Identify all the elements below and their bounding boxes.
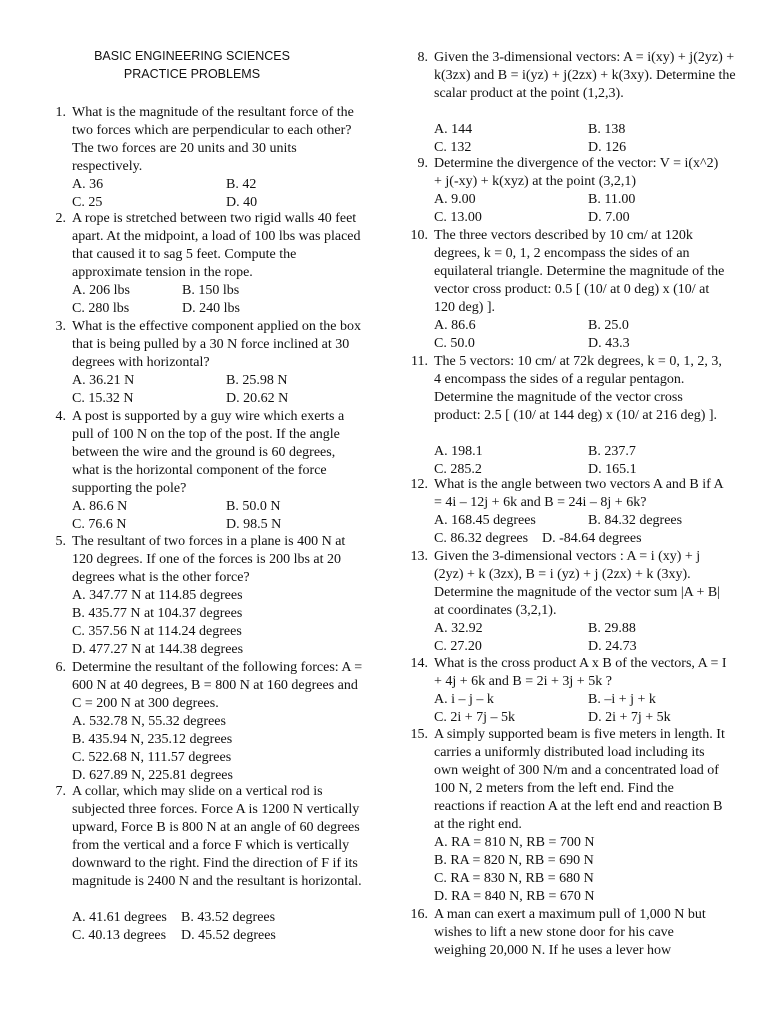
question-text: What is the effective component applied on the box that is being pulled by a 30 N force inclined at 30 degrees with horizontal?: [72, 319, 361, 370]
question-number: 3.: [55, 319, 66, 334]
question-number: 1.: [55, 105, 66, 120]
option-b: B. 435.94 N, 235.12 degrees: [72, 732, 233, 747]
option-a: A. 9.00: [434, 192, 476, 207]
option-b: B. 25.0: [588, 318, 629, 333]
option-a: A. 532.78 N, 55.32 degrees: [72, 714, 226, 729]
question-text: What is the angle between two vectors A and B if A = 4i – 12j + 6k and B = 24i – 8j + 6k?: [434, 477, 723, 510]
option-b: B. 237.7: [588, 444, 636, 459]
option-c: C. 40.13 degrees: [72, 928, 167, 943]
option-b: B. –i + j + k: [588, 692, 656, 707]
option-d: D. 7.00: [588, 210, 630, 225]
question-text: Given the 3-dimensional vectors : A = i (xy) + j (2yz) + k (3zx), B = i (yz) + j (2zx) + k (3xy). Determine the magnitude of the vector sum |A + B| at coordinates (3,2,1).: [434, 549, 721, 618]
option-b: B. 84.32 degrees: [588, 513, 683, 528]
question-text: What is the magnitude of the resultant force of the two forces which are perpendicular to each other? The two forces are 20 units and 30 units respectively.: [72, 105, 354, 174]
option-d: D. 126: [588, 140, 627, 155]
option-b: B. RA = 820 N, RB = 690 N: [434, 853, 594, 868]
option-c: C. 25: [72, 195, 103, 210]
option-c: C. 132: [434, 140, 472, 155]
option-d: D. 20.62 N: [226, 391, 289, 406]
option-d: D. 627.89 N, 225.81 degrees: [72, 768, 233, 783]
option-c: C. 280 lbs: [72, 301, 130, 316]
option-b: B. 50.0 N: [226, 499, 281, 514]
option-d: D. 477.27 N at 144.38 degrees: [72, 642, 244, 657]
question-number: 9.: [417, 156, 428, 171]
option-c: C. 15.32 N: [72, 391, 134, 406]
option-a: A. 86.6 N: [72, 499, 128, 514]
option-d: D. 24.73: [588, 639, 637, 654]
option-a: A. 198.1: [434, 444, 483, 459]
document-subtitle: PRACTICE PROBLEMS: [123, 67, 261, 81]
document-title: BASIC ENGINEERING SCIENCES: [94, 49, 290, 63]
option-a: A. 168.45 degrees: [434, 513, 536, 528]
question-number: 10.: [410, 228, 428, 243]
option-a: A. 206 lbs: [72, 283, 130, 298]
option-c: C. 357.56 N at 114.24 degrees: [72, 624, 242, 639]
question-number: 14.: [410, 656, 428, 671]
option-b: B. 150 lbs: [182, 283, 240, 298]
option-b: B. 43.52 degrees: [181, 910, 276, 925]
option-a: A. RA = 810 N, RB = 700 N: [434, 835, 595, 850]
question-number: 11.: [411, 354, 428, 369]
question-text: A post is supported by a guy wire which exerts a pull of 100 N on the top of the post. If the angle between the wire and the ground is 60 degrees, what is the horizontal component of the force supporting the pole?: [72, 409, 345, 496]
option-b: B. 138: [588, 122, 626, 137]
question-text: The resultant of two forces in a plane is 400 N at 120 degrees. If one of the forces is 200 lbs at 20 degrees what is the other force?: [72, 534, 346, 585]
option-c: C. 522.68 N, 111.57 degrees: [72, 750, 232, 765]
question-text: A collar, which may slide on a vertical rod is subjected three forces. Force A is 1200 N vertically upward, Force B is 800 N at an angle of 60 degrees from the vertical and a force F which is vertically downward to the right. Find the direction of F if its magnitude is 2400 N and the resultant is horizontal.: [72, 784, 362, 889]
option-d: D. 45.52 degrees: [181, 928, 276, 943]
question-text: The 5 vectors: 10 cm/ at 72k degrees, k = 0, 1, 2, 3, 4 encompass the sides of a regular pentagon. Determine the magnitude of the vector cross product: 2.5 [ (10/ at 144 deg) x (10/ at 216 deg) ].: [434, 354, 722, 423]
option-a: A. 144: [434, 122, 473, 137]
option-d: D. 98.5 N: [226, 517, 282, 532]
option-a: A. 86.6: [434, 318, 476, 333]
option-c: C. 50.0: [434, 336, 475, 351]
option-a: A. 347.77 N at 114.85 degrees: [72, 588, 243, 603]
question-text: The three vectors described by 10 cm/ at 120k degrees, k = 0, 1, 2 encompass the sides of an equilateral triangle. Determine the magnitude of the vector cross product: 0.5 [ (10/ at 0 deg) x (10/ at 120 deg) ].: [434, 228, 725, 315]
option-b: B. 42: [226, 177, 257, 192]
question-number: 8.: [417, 50, 428, 65]
option-a: A. 41.61 degrees: [72, 910, 167, 925]
question-number: 6.: [55, 660, 66, 675]
question-number: 15.: [410, 727, 428, 742]
option-b: B. 29.88: [588, 621, 636, 636]
question-text: What is the cross product A x B of the vectors, A = I + 4j + 6k and B = 2i + 3j + 5k ?: [434, 656, 727, 689]
option-a: A. i – j – k: [434, 692, 494, 707]
question-number: 16.: [410, 907, 428, 922]
question-number: 5.: [55, 534, 66, 549]
question-text: Determine the resultant of the following forces: A = 600 N at 40 degrees, B = 800 N at 160 degrees and C = 200 N at 300 degrees.: [72, 660, 363, 711]
option-a: A. 36.21 N: [72, 373, 135, 388]
option-b: B. 25.98 N: [226, 373, 288, 388]
option-a: A. 36: [72, 177, 104, 192]
question-number: 7.: [55, 784, 66, 799]
option-c: C. 27.20: [434, 639, 482, 654]
option-d: D. 40: [226, 195, 258, 210]
option-d: D. 43.3: [588, 336, 630, 351]
option-c: C. 2i + 7j – 5k: [434, 710, 516, 725]
option-c: C. 285.2: [434, 462, 482, 477]
option-d: D. 240 lbs: [182, 301, 240, 316]
question-text: A simply supported beam is five meters in length. It carries a uniformly distributed load including its own weight of 300 N/m and a concentrated load of 100 N, 2 meters from the left end. Find the reactions if reaction A at the left end and reaction B at the right end.: [434, 727, 725, 832]
question-number: 12.: [410, 477, 428, 492]
question-text: A man can exert a maximum pull of 1,000 N but wishes to lift a new stone door for his cave weighing 20,000 N. If he uses a lever how: [434, 907, 706, 958]
option-c: C. RA = 830 N, RB = 680 N: [434, 871, 594, 886]
option-a: A. 32.92: [434, 621, 483, 636]
option-b: B. 435.77 N at 104.37 degrees: [72, 606, 243, 621]
option-c: C. 86.32 degrees: [434, 531, 529, 546]
question-text: A rope is stretched between two rigid walls 40 feet apart. At the midpoint, a load of 100 lbs was placed that caused it to sag 5 feet. Compute the approximate tension in the rope.: [72, 211, 361, 280]
question-number: 4.: [55, 409, 66, 424]
option-d: D. 2i + 7j + 5k: [588, 710, 671, 725]
question-number: 2.: [55, 211, 66, 226]
option-d: D. RA = 840 N, RB = 670 N: [434, 889, 595, 904]
question-text: Given the 3-dimensional vectors: A = i(xy) + j(2yz) + k(3zx) and B = i(yz) + j(2zx) + k(3xy). Determine the scalar product at the point (1,2,3).: [434, 50, 736, 101]
option-c: C. 76.6 N: [72, 517, 127, 532]
option-d: D. 165.1: [588, 462, 637, 477]
option-c: C. 13.00: [434, 210, 482, 225]
question-number: 13.: [410, 549, 428, 564]
option-d: D. -84.64 degrees: [542, 531, 642, 546]
question-text: Determine the divergence of the vector: V = i(x^2) + j(-xy) + k(xyz) at the point (3,2,1): [434, 156, 719, 189]
option-b: B. 11.00: [588, 192, 636, 207]
